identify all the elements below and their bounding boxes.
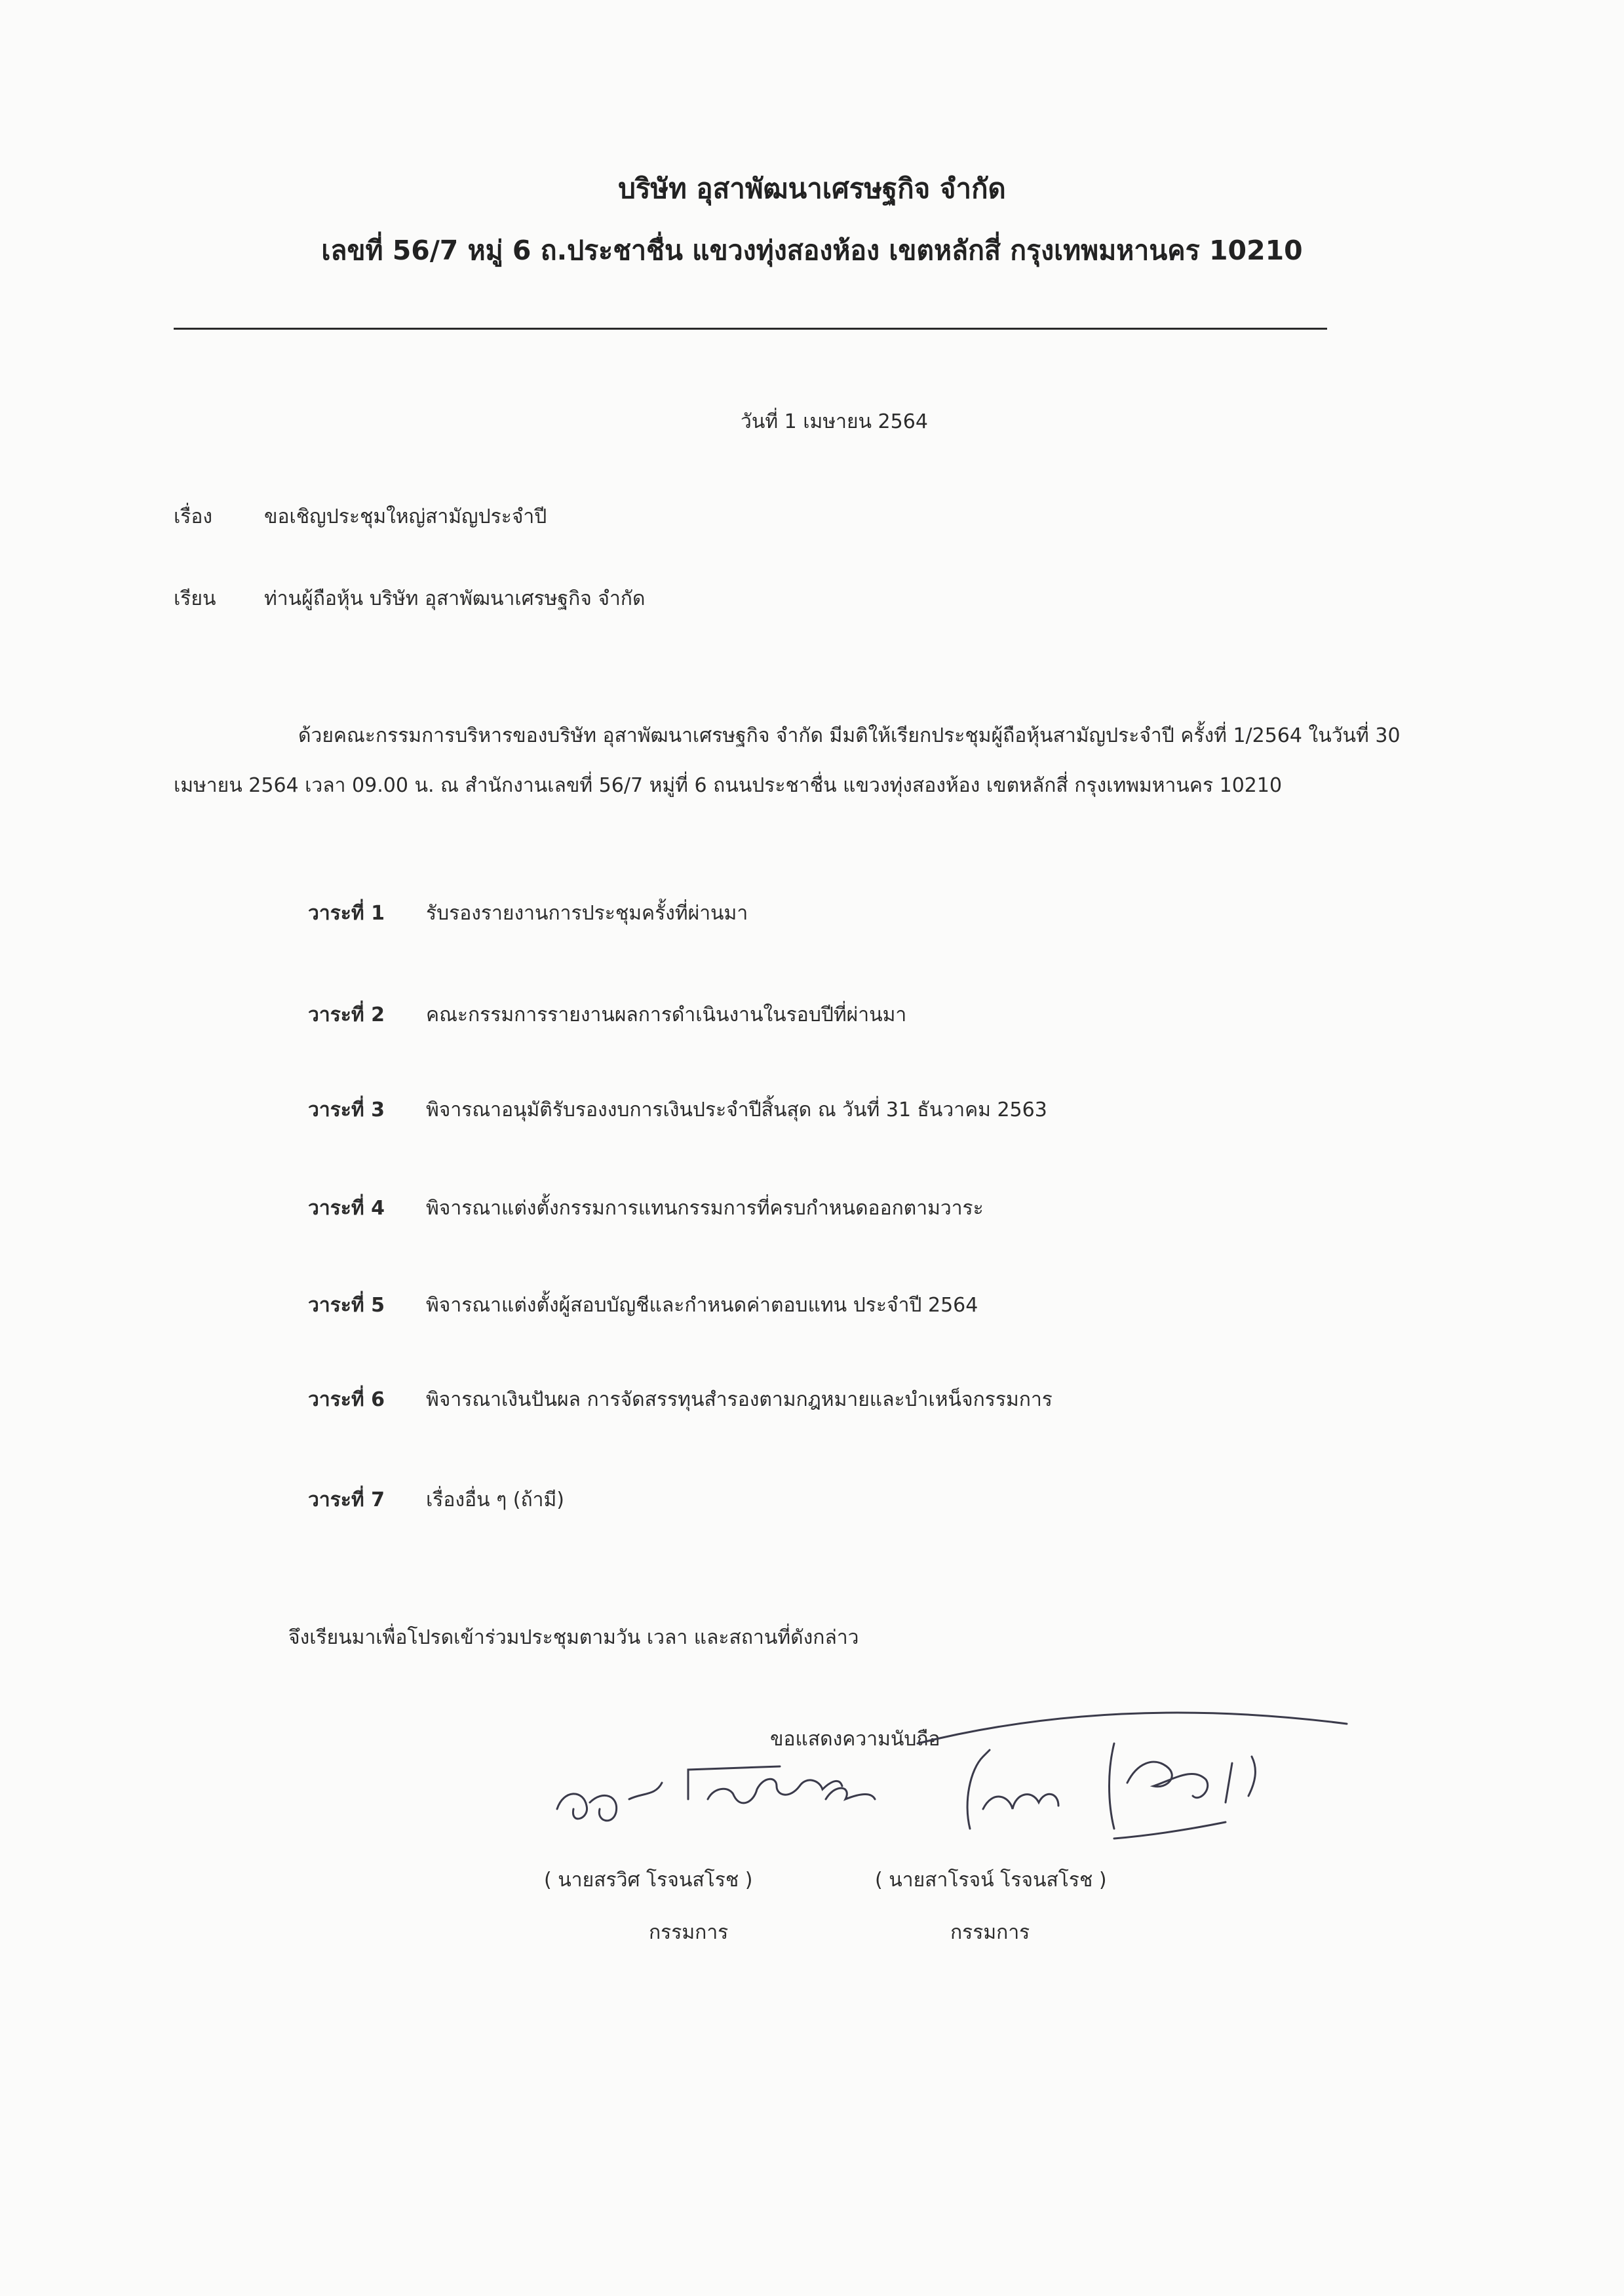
agenda-item — [308, 1000, 906, 1030]
agenda-text: พิจารณาแต่งตั้งผู้สอบบัญชีและกำหนดค่าตอบแทน ประจำปี 2564 — [426, 1294, 978, 1317]
agenda-number: วาระที่ 1 — [308, 902, 385, 925]
body-paragraph — [174, 711, 1452, 811]
recipient-label: เรียน — [174, 587, 216, 610]
agenda-item — [308, 1485, 564, 1515]
regards-text: ขอแสดงความนับถือ — [770, 1728, 940, 1751]
agenda-text: พิจารณาแต่งตั้งกรรมการแทนกรรมการที่ครบกำหนดออกตามวาระ — [426, 1197, 984, 1220]
header-divider — [174, 328, 1327, 330]
closing-sentence: จึงเรียนมาเพื่อโปรดเข้าร่วมประชุมตามวัน เวลา และสถานที่ดังกล่าว — [288, 1626, 859, 1649]
recipient-text: ท่านผู้ถือหุ้น บริษัท อุสาพัฒนาเศรษฐกิจ จำกัด — [264, 587, 646, 610]
letter-date: วันที่ 1 เมษายน 2564 — [741, 410, 928, 433]
recipient-row — [174, 583, 645, 614]
company-address: เลขที่ 56/7 หมู่ 6 ถ.ประชาชื่น แขวงทุ่งสองห้อง เขตหลักสี่ กรุงเทพมหานคร 10210 — [321, 235, 1303, 266]
agenda-number: วาระที่ 4 — [308, 1197, 385, 1220]
agenda-number: วาระที่ 7 — [308, 1489, 385, 1511]
agenda-item — [308, 1290, 978, 1321]
subject-row — [174, 501, 547, 532]
agenda-item — [308, 1384, 1053, 1415]
agenda-item — [308, 898, 748, 929]
signer-name: ( นายสรวิศ โรจนสโรช ) — [544, 1869, 753, 1892]
signer-name: ( นายสาโรจน์ โรจนสโรช ) — [875, 1869, 1107, 1892]
subject-text: ขอเชิญประชุมใหญ่สามัญประจำปี — [264, 505, 547, 528]
subject-label: เรื่อง — [174, 505, 213, 528]
signature-2-icon — [918, 1713, 1347, 1839]
agenda-number: วาระที่ 2 — [308, 1003, 385, 1026]
agenda-text: รับรองรายงานการประชุมครั้งที่ผ่านมา — [426, 902, 748, 925]
body-text: ด้วยคณะกรรมการบริหารของบริษัท อุสาพัฒนาเศรษฐกิจ จำกัด มีมติให้เรียกประชุมผู้ถือหุ้นสามัญประจำปี ครั้งที่ 1/2564 ในวันที่ 30 เมษายน 2564 เวลา 09.00 น. ณ สำนักงานเลขที่ 56/7 หมู่ที่ 6 ถนนประชาชื่น แขวงทุ่งสองห้อง เขตหลักสี่ กรุงเทพมหานคร 10210 — [174, 724, 1401, 797]
agenda-number: วาระที่ 3 — [308, 1099, 385, 1121]
signer-position: กรรมการ — [649, 1921, 729, 1944]
agenda-number: วาระที่ 5 — [308, 1294, 385, 1317]
signature-1-icon — [557, 1766, 875, 1821]
agenda-text: พิจารณาเงินปันผล การจัดสรรทุนสำรองตามกฎหมายและบำเหน็จกรรมการ — [426, 1388, 1053, 1411]
agenda-text: คณะกรรมการรายงานผลการดำเนินงานในรอบปีที่ผ่านมา — [426, 1003, 907, 1026]
agenda-item — [308, 1095, 1047, 1125]
agenda-number: วาระที่ 6 — [308, 1388, 385, 1411]
agenda-item — [308, 1193, 984, 1224]
agenda-text: เรื่องอื่น ๆ (ถ้ามี) — [426, 1489, 564, 1511]
agenda-text: พิจารณาอนุมัติรับรองงบการเงินประจำปีสิ้นสุด ณ วันที่ 31 ธันวาคม 2563 — [426, 1099, 1047, 1121]
signer-position: กรรมการ — [950, 1921, 1030, 1944]
company-name: บริษัท อุสาพัฒนาเศรษฐกิจ จำกัด — [618, 172, 1006, 204]
